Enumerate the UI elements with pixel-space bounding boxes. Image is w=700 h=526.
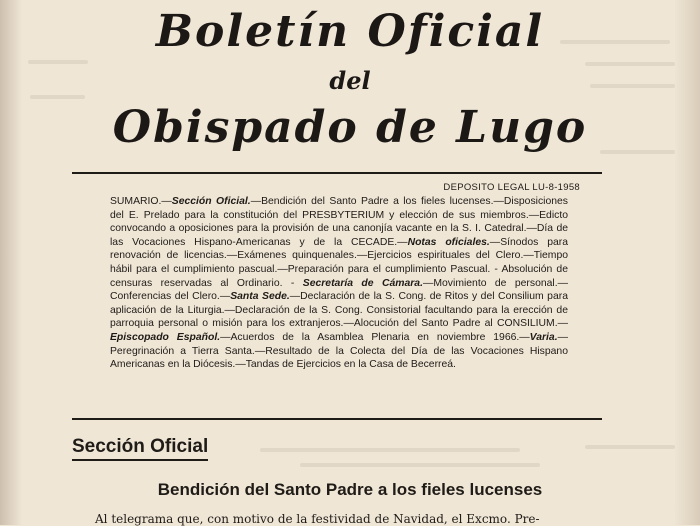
summary-text: —Movimiento de personal.—Conferencias del Clero.— [110, 277, 569, 303]
summary-text: —Peregrinación a Tierra Santa.—Resultado de la Colecta del Día de las Vocaciones Hispano Americanas en la Diócesis.—Tandas de Ejercicios en la Casa de Becerreá. [110, 331, 568, 371]
summary-text: —Bendición del Santo Padre a los fieles lucenses.—Disposiciones del E. Prelado para la constitución del PRESBYTERIUM y elección de sus miembros.—Edicto convocando a oposiciones para la provisión de una canonjía vacante en la S. I. Catedral.—Día de las Vocaciones Hispano-Americanas y de la CECADE.— [110, 196, 568, 248]
masthead-subtitle: Obispado de Lugo [112, 102, 588, 153]
summary-label: SUMARIO.— [110, 196, 172, 207]
summary-section-episcopado: Episcopado Español. [110, 331, 221, 343]
summary-section-santa-sede: Santa Sede. [230, 291, 290, 303]
summary-section-secretaria: Secretaría de Cámara. [302, 277, 423, 289]
masthead-connector: del [329, 66, 371, 95]
summary-paragraph [110, 195, 568, 372]
summary-section-notas: Notas oficiales. [407, 236, 490, 248]
summary-text: —Sínodos para renovación de licencias.—Exámenes quinquenales.—Ejercicios espirituales del Clero.—Tiempo hábil para el cumplimiento pascual.—Preparación para el cumplimiento Pascual. - Absolución de censuras reservadas al Ordinario. - [110, 236, 568, 289]
summary-section-oficial: Sección Oficial. [171, 196, 251, 207]
top-rule [72, 172, 602, 174]
summary-text: —Declaración de la S. Cong. de Ritos y del Consilium para aplicación de la Liturgia.—Declaración de la S. Cong. Consistorial facultando para la erección de parroquia personal o misión para los extranjeros.—Alocución del Santo Padre al CONSILIUM.— [110, 291, 568, 330]
masthead-title: Boletín Oficial [155, 6, 545, 57]
article-heading: Bendición del Santo Padre a los fieles lucenses [157, 480, 543, 499]
deposito-legal: DEPOSITO LEGAL LU-8-1958 [443, 182, 580, 193]
section-heading: Sección Oficial [72, 436, 208, 461]
article-body-first-line: Al telegrama que, con motivo de la festividad de Navidad, el Excmo. Pre- [95, 512, 540, 526]
summary-section-varia: Varia. [529, 331, 558, 343]
summary-text: —Acuerdos de la Asamblea Plenaria en noviembre 1966.— [220, 331, 530, 343]
bottom-rule [72, 418, 602, 420]
